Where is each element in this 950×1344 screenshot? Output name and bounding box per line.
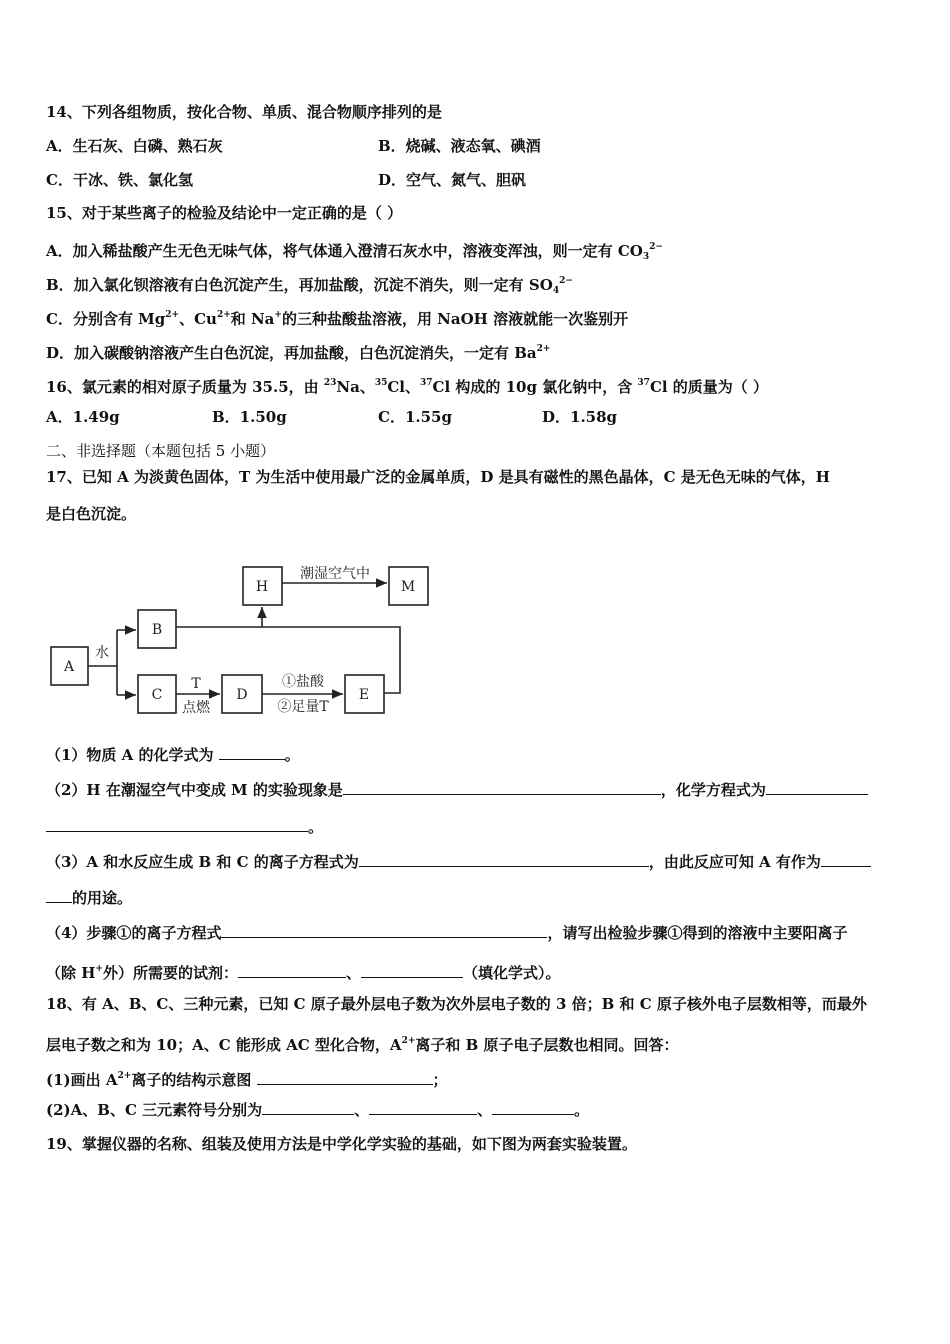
label-t: T (191, 676, 201, 692)
text: 的三种盐酸盐溶液，用 NaOH 溶液就能一次鉴别开 (281, 310, 629, 328)
q17-stem-line1: 17、已知 A 为淡黄色固体，T 为生活中使用最广泛的金属单质，D 是具有磁性的黑色晶体，C 是无色无味的气体，H (46, 468, 830, 486)
node-h: H (255, 579, 269, 595)
subscript: 4 (552, 286, 560, 296)
q17-part2 (46, 780, 868, 800)
text: 外）所需要的试剂： (102, 964, 238, 982)
superscript: 2+ (216, 310, 231, 320)
q17-part4 (46, 923, 847, 943)
node-d: D (236, 687, 248, 703)
answer-blank[interactable] (821, 852, 871, 867)
node-b: B (151, 622, 163, 638)
answer-blank[interactable] (343, 780, 661, 795)
text: D．加入碳酸钠溶液产生白色沉淀，再加盐酸，白色沉淀消失，一定有 Ba (46, 344, 537, 362)
node-m: M (400, 579, 416, 595)
answer-blank[interactable] (492, 1100, 574, 1115)
superscript: + (95, 964, 103, 974)
text: 、 (354, 1101, 370, 1119)
superscript: 2+ (536, 344, 551, 354)
text: （1）物质 A 的化学式为 (46, 746, 219, 764)
text: Cl 的质量为（ ） (649, 378, 769, 396)
text: （3）A 和水反应生成 B 和 C 的离子方程式为 (46, 853, 359, 871)
answer-blank[interactable] (221, 923, 547, 938)
text: 离子和 B 原子电子层数也相同。回答： (415, 1036, 679, 1054)
text: （4）步骤①的离子方程式 (46, 924, 222, 942)
superscript: 2− (559, 276, 573, 286)
label-humid-air: 潮湿空气中 (300, 566, 370, 582)
answer-blank[interactable] (361, 963, 463, 978)
text: C．分别含有 Mg (46, 310, 166, 328)
mass-number: 37 (420, 378, 433, 388)
section-heading: 二、非选择题（本题包括 5 小题） (46, 442, 276, 460)
superscript: 2+ (117, 1071, 132, 1081)
text: B．加入氯化钡溶液有白色沉淀产生，再加盐酸，沉淀不消失，则一定有 SO (46, 276, 553, 294)
text: 。 (284, 746, 300, 764)
text: Na、 (336, 378, 375, 396)
text: 、 (477, 1101, 493, 1119)
q19-stem: 19、掌握仪器的名称、组装及使用方法是中学化学实验的基础，如下图为两套实验装置。 (46, 1135, 637, 1153)
q16-option-a: A．1.49g (46, 408, 120, 426)
node-c: C (151, 687, 163, 703)
answer-blank[interactable] (257, 1070, 433, 1085)
text: 、 (345, 964, 361, 982)
q17-part2-cont (46, 817, 323, 837)
text: 的用途。 (72, 889, 133, 907)
answer-blank[interactable] (766, 780, 868, 795)
superscript: 2+ (165, 310, 180, 320)
node-e: E (358, 687, 370, 703)
superscript: + (274, 310, 282, 320)
answer-blank[interactable] (46, 888, 72, 903)
text: 和 Na (230, 310, 275, 328)
answer-blank[interactable] (369, 1100, 477, 1115)
label-step1: ①盐酸 (282, 674, 324, 690)
text: A．加入稀盐酸产生无色无味气体，将气体通入澄清石灰水中，溶液变浑浊，则一定有 CO (46, 242, 643, 260)
q14-stem: 14、下列各组物质，按化合物、单质、混合物顺序排列的是 (46, 103, 442, 121)
superscript: 2− (649, 242, 663, 252)
answer-blank[interactable] (359, 852, 649, 867)
text: Cl、 (387, 378, 420, 396)
text: （2）H 在潮湿空气中变成 M 的实验现象是 (46, 781, 343, 799)
subscript: 3 (642, 252, 650, 262)
q14-option-c: C．干冰、铁、氯化氢 (46, 171, 193, 189)
q14-option-a: A．生石灰、白磷、熟石灰 (46, 137, 223, 155)
node-a: A (63, 659, 75, 675)
text: Cl 构成的 10g 氯化钠中，含 (432, 378, 638, 396)
q17-part3-cont (46, 888, 132, 908)
mass-number: 35 (374, 378, 388, 388)
text: （除 H (46, 964, 96, 982)
text: 。 (308, 818, 324, 836)
label-step2: ②足量T (277, 699, 329, 715)
text: ，由此反应可知 A 有作为 (648, 853, 821, 871)
text: （填化学式）。 (462, 964, 561, 982)
superscript: 2+ (401, 1036, 416, 1046)
q17-part3 (46, 852, 871, 872)
q17-part1 (46, 745, 300, 765)
text: 、Cu (179, 310, 217, 328)
text: ，化学方程式为 (660, 781, 766, 799)
text: ； (432, 1071, 448, 1089)
label-ignite: 点燃 (182, 700, 210, 716)
q18-part1 (46, 1066, 448, 1090)
q16-option-b: B．1.50g (212, 408, 287, 426)
mass-number: 37 (637, 378, 650, 388)
answer-blank[interactable] (262, 1100, 354, 1115)
text: 16、氯元素的相对原子质量为 35.5，由 (46, 378, 324, 396)
q18-part2 (46, 1100, 589, 1120)
q14-option-d: D．空气、氮气、胆矾 (378, 171, 527, 189)
label-water: 水 (95, 645, 109, 661)
q17-part4-cont (46, 959, 561, 983)
text: 层电子数之和为 10；A、C 能形成 AC 型化合物，A (46, 1036, 402, 1054)
text: (1)画出 A (46, 1071, 118, 1089)
q16-option-c: C．1.55g (378, 408, 452, 426)
q14-option-b: B．烧碱、液态氧、碘酒 (378, 137, 541, 155)
text: 。 (574, 1101, 590, 1119)
q18-stem-line1: 18、有 A、B、C、三种元素，已知 C 原子最外层电子数为次外层电子数的 3 倍；B 和 C 原子核外电子层数相等，而最外 (46, 995, 867, 1013)
q15-stem: 15、对于某些离子的检验及结论中一定正确的是（ ） (46, 204, 403, 222)
q17-stem-line2: 是白色沉淀。 (46, 505, 137, 523)
q18-stem-line2 (46, 1031, 679, 1055)
answer-blank[interactable] (219, 745, 285, 760)
text: (2)A、B、C 三元素符号分别为 (46, 1101, 263, 1119)
text: 离子的结构示意图 (131, 1071, 257, 1089)
mass-number: 23 (323, 378, 337, 388)
answer-blank[interactable] (238, 963, 346, 978)
answer-blank[interactable] (46, 817, 308, 832)
q16-option-d: D．1.58g (542, 408, 618, 426)
text: ，请写出检验步骤①得到的溶液中主要阳离子 (547, 924, 848, 942)
